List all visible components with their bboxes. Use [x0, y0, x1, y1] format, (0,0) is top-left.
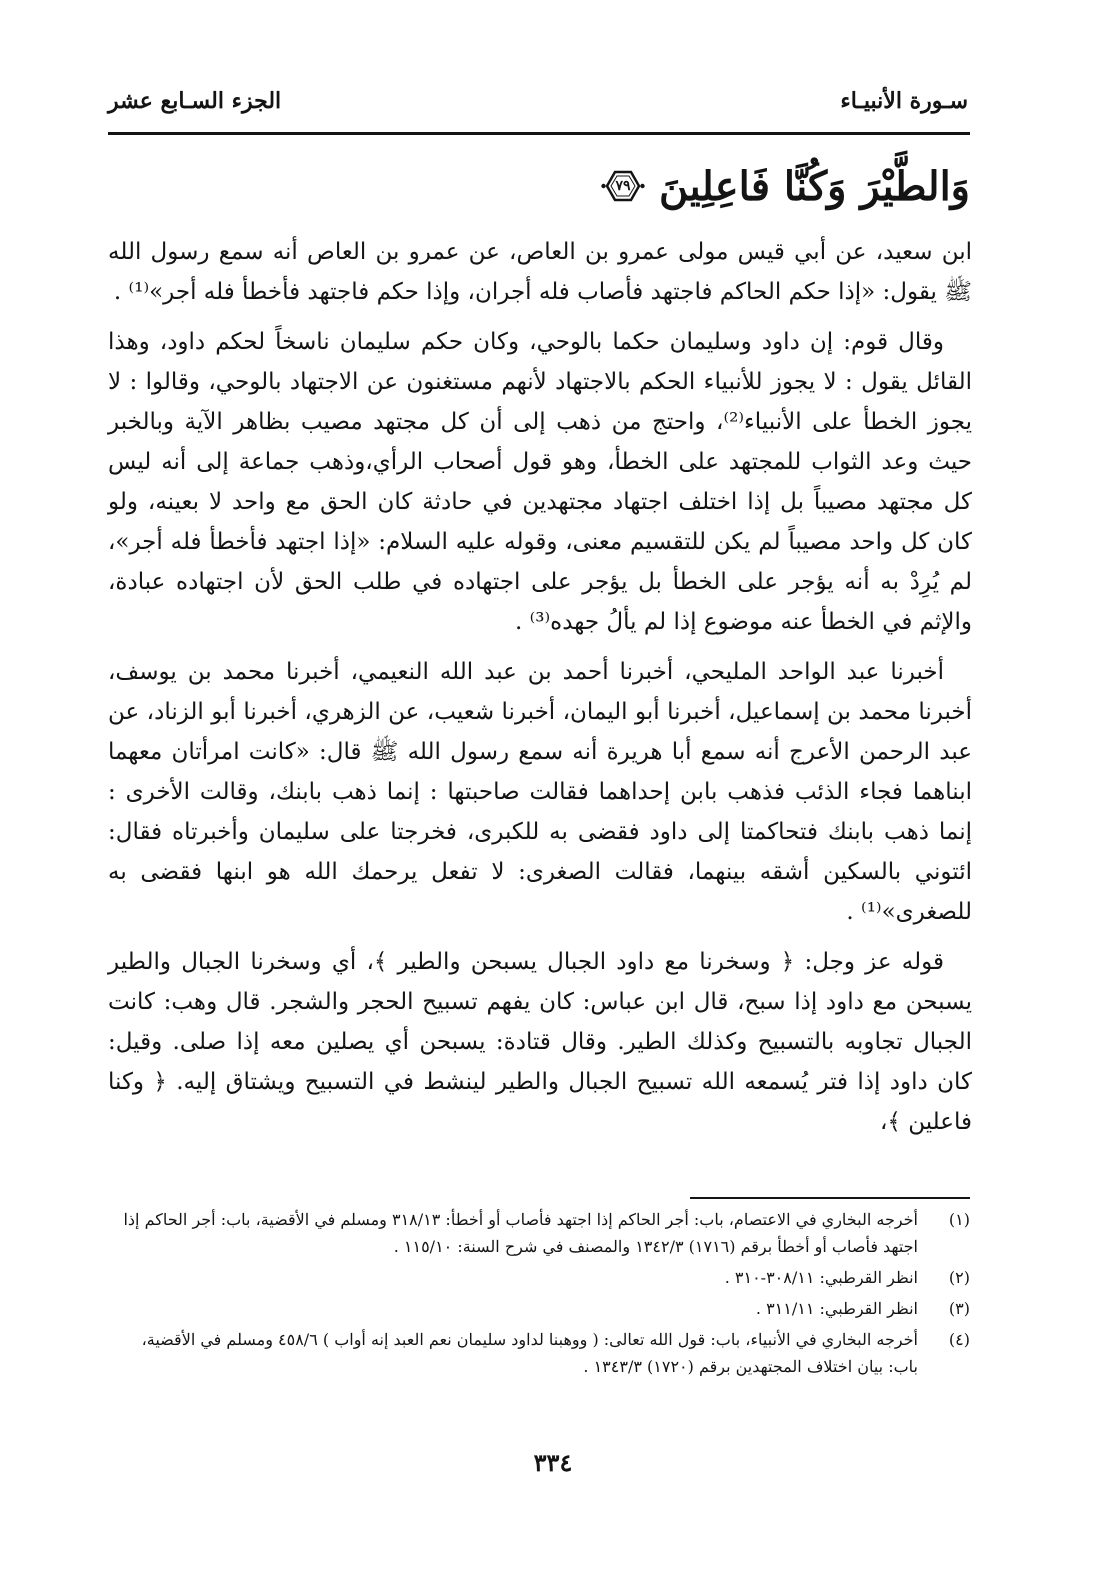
ayah-number: ٧٩ — [615, 178, 631, 194]
footnote-number: (١) — [948, 1210, 970, 1229]
footnote-text: انظر القرطبي: ٣١١/١١ . — [755, 1299, 918, 1318]
footnote — [108, 1295, 970, 1322]
paragraph: أخبرنا عبد الواحد المليحي، أخبرنا أحمد بن عبد الله النعيمي، أخبرنا محمد بن يوسف، أخبرنا محمد بن إسماعيل، أخبرنا أبو اليمان، أخبرنا شعيب، عن الزهري، أخبرنا أبو الزناد، عن عبد الرحمن الأعرج أنه سمع أبا هريرة أنه سمع رسول الله ﷺ قال: «كانت امرأتان معهما ابناهما فجاء الذئب فذهب بابن إحداهما فقالت صاحبتها : إنما ذهب بابنك، وقالت الأخرى : إنما ذهب بابنك فتحاكمتا إلى داود فقضى به للكبرى، فخرجتا على سليمان وأخبرتاه فقال: ائتوني بالسكين أشقه بينهما، فقالت الصغرى: لا تفعل يرحمك الله هو ابنها فقضى به للصغرى»⁽¹⁾ . — [108, 659, 972, 925]
footnote — [108, 1206, 970, 1260]
footnotes — [108, 1206, 970, 1384]
page-number: ٣٣٤ — [533, 1448, 573, 1477]
paragraph: ابن سعيد، عن أبي قيس مولى عمرو بن العاص، عن عمرو بن العاص أنه سمع رسول الله ﷺ يقول: «إذا حكم الحاكم فاجتهد فأصاب فله أجران، وإذا حكم فاجتهد فأخطأ فله أجر»⁽¹⁾ . — [108, 239, 972, 305]
verse-text: وَالطَّيْرَ وَكُنَّا فَاعِلِينَ — [659, 162, 970, 210]
footnote-text: أخرجه البخاري في الاعتصام، باب: أجر الحاكم إذا اجتهد فأصاب أو أخطأ: ٣١٨/١٣ ومسلم في الأقضية، باب: أجر الحاكم إذا اجتهد فأصاب أو أخطأ برقم (١٧١٦) ١٣٤٢/٣ والمصنف في شرح السنة: ١١٥/١٠ . — [123, 1210, 918, 1256]
paragraph: قوله عز وجل: ﴿ وسخرنا مع داود الجبال يسبحن والطير ﴾، أي وسخرنا الجبال والطير يسبحن مع داود إذا سبح، قال ابن عباس: كان يفهم تسبيح الحجر والشجر. قال وهب: كانت الجبال تجاوبه بالتسبيح وكذلك الطير. وقال قتادة: يسبحن أي يصلين معه إذا صلى. وقيل: كان داود إذا فتر يُسمعه الله تسبيح الجبال والطير لينشط في التسبيح ويشتاق إليه. ﴿ وكنا فاعلين ﴾، — [108, 949, 972, 1135]
surah-title: سـورة الأنبيـاء — [840, 88, 968, 114]
quran-verse — [600, 150, 970, 222]
page-header — [108, 84, 968, 124]
juz-title: الجزء السـابع عشر — [108, 88, 282, 114]
ayah-marker — [601, 169, 645, 203]
footnote-number: (٢) — [948, 1268, 970, 1287]
commentary-text — [108, 232, 972, 1152]
footnote-number: (٣) — [948, 1299, 970, 1318]
footnote-number: (٤) — [948, 1330, 970, 1349]
footnote — [108, 1264, 970, 1291]
footnote — [108, 1326, 970, 1380]
footnote-divider — [690, 1197, 970, 1199]
footnote-text: انظر القرطبي: ٣٠٨/١١-٣١٠ . — [724, 1268, 918, 1287]
header-divider — [108, 132, 970, 135]
paragraph: وقال قوم: إن داود وسليمان حكما بالوحي، وكان حكم سليمان ناسخاً لحكم داود، وهذا القائل يقول : لا يجوز للأنبياء الحكم بالاجتهاد لأنهم مستغنون عن الاجتهاد بالوحي، وقالوا : لا يجوز الخطأ على الأنبياء⁽²⁾، واحتج من ذهب إلى أن كل مجتهد مصيب بظاهر الآية وبالخبر حيث وعد الثواب للمجتهد على الخطأ، وهو قول أصحاب الرأي،وذهب جماعة إلى أنه ليس كل مجتهد مصيباً بل إذا اختلف اجتهاد مجتهدين في حادثة كان الحق مع واحد لا بعينه، ولو كان كل واحد مصيباً لم يكن للتقسيم معنى، وقوله عليه السلام: «إذا اجتهد فأخطأ فله أجر»، لم يُرِدْ به أنه يؤجر على الخطأ بل يؤجر على اجتهاده في طلب الحق لأن اجتهاده عبادة، والإثم في الخطأ عنه موضوع إذا لم يألُ جهده⁽³⁾ . — [108, 329, 973, 635]
footnote-text: أخرجه البخاري في الأنبياء، باب: قول الله تعالى: ( ووهبنا لداود سليمان نعم العبد إنه أواب ) ٤٥٨/٦ ومسلم في الأقضية، باب: بيان اختلاف المجتهدين برقم (١٧٢٠) ١٣٤٣/٣ . — [141, 1330, 918, 1376]
